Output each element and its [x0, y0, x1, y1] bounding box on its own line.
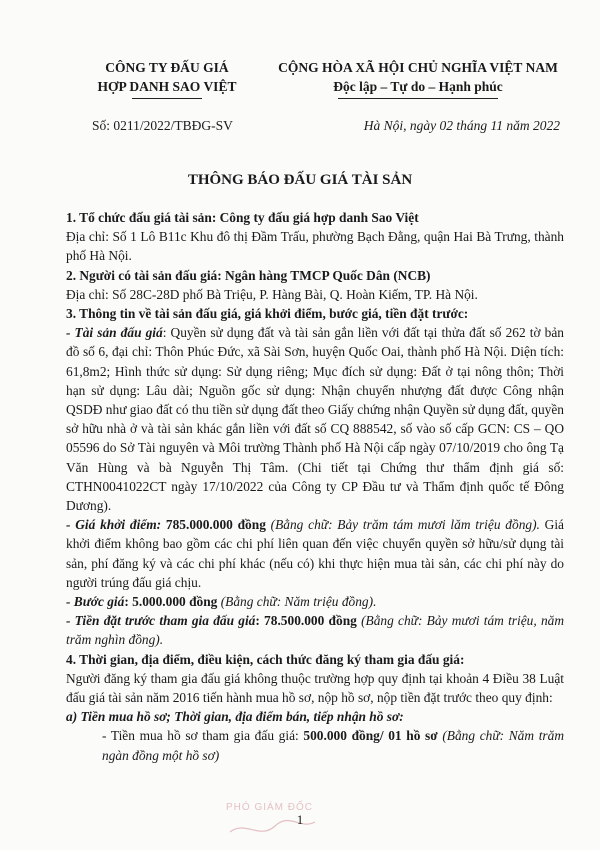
- fee-prefix: - Tiền mua hồ sơ tham gia đấu giá:: [102, 728, 304, 744]
- fee-paragraph: [66, 726, 564, 764]
- section-2-address: Địa chỉ: Số 28C-28D phố Bà Triệu, P. Hàng Bài, Q. Hoàn Kiếm, TP. Hà Nội.: [66, 286, 478, 302]
- asset-text: : Quyền sử dụng đất và tài sản gắn liền với đất tại thửa đất số 262 tờ bản đồ số 6, đại chỉ: Thôn Phúc Đức, xã Sài Sơn, huyện Quốc Oai, thành phố Hà Nội. Diện tích: 61,8m2; Hình thức sử dụng: Sử dụng riêng; Mục đích sử dụng: Đất ở tại nông thôn; Thời hạn sử dụng: Lâu dài; Nguồn gốc sử dụng: Nhận chuyển nhượng đất được Công nhận QSDĐ như giao đất có thu tiền sử dụng đất theo Giấy chứng nhận Quyền sử dụng đất, quyền sở hữu nhà ở và tài sản khác gắn liền với đất số CQ 888542, số vào số cấp GCN: CS – QO 05596 do Sở Tài nguyên và Môi trường Thành phố Hà Nội cấp ngày 07/10/2019 cho ông Tạ Văn Hùng và bà Nguyễn Thị Tâm. (Chi tiết tại Chứng thư thẩm định giá số: CTHN0041022CT ngày 17/10/2022 của Công ty CP Đầu tư và Thẩm định quốc tế Đông Dương).: [66, 325, 564, 514]
- stamp-text: PHÓ GIÁM ĐỐC: [226, 802, 314, 813]
- step-value: : 5.000.000 đồng: [124, 594, 218, 610]
- section-4a-heading: a) Tiền mua hồ sơ; Thời gian, địa điểm bán, tiếp nhận hồ sơ:: [66, 709, 404, 725]
- motto-underline: [338, 98, 498, 99]
- start-price-words: (Bằng chữ: Bảy trăm tám mươi lăm triệu đồng).: [265, 517, 540, 533]
- start-price-note: Giá khởi điểm không bao gồm các chi phí liên quan đến việc chuyển quyền sở hữu/sử dụng tài sản, phí đăng ký và các chi phí khác (nếu có) khi thực hiện mua tài sản, các chi phí này do người trúng đấu giá chịu.: [66, 517, 565, 590]
- section-3-heading: 3. Thông tin về tài sản đấu giá, giá khởi điểm, bước giá, tiền đặt trước:: [66, 306, 469, 322]
- organization-header: [84, 58, 250, 99]
- step-label: - Bước giá: [66, 594, 125, 610]
- deposit-words: (Bằng chữ: Bảy mươi tám triệu, năm trăm nghìn đồng).: [66, 613, 564, 648]
- section-1-heading: 1. Tổ chức đấu giá tài sản: Công ty đấu giá hợp danh Sao Việt: [66, 210, 419, 225]
- deposit-label: - Tiền đặt trước tham gia đấu giá: [66, 613, 256, 629]
- deposit-paragraph: [66, 611, 564, 649]
- step-paragraph: [66, 592, 564, 611]
- start-price-value: 785.000.000 đồng: [161, 517, 266, 533]
- page-number: 1: [296, 812, 304, 827]
- nation-name: CỘNG HÒA XÃ HỘI CHỦ NGHĨA VIỆT NAM: [278, 60, 558, 75]
- document-date: Hà Nội, ngày 02 tháng 11 năm 2022: [363, 118, 560, 133]
- nation-motto: Độc lập – Tự do – Hạnh phúc: [333, 79, 503, 94]
- section-4-intro: Người đăng ký tham gia đấu giá không thuộc trường hợp quy định tại khoản 4 Điều 38 Luật đấu giá tài sản năm 2016 tiến hành mua hồ sơ, nộp hồ sơ, nộp tiền đặt trước theo quy định:: [66, 670, 564, 706]
- org-name-line1: CÔNG TY ĐẤU GIÁ: [105, 60, 229, 75]
- start-price-paragraph: [66, 515, 564, 592]
- org-underline: [132, 98, 202, 99]
- national-header: [268, 58, 568, 99]
- document-body: [66, 208, 564, 765]
- section-4-heading: 4. Thời gian, địa điểm, điều kiện, cách thức đăng ký tham gia đấu giá:: [66, 651, 465, 667]
- asset-label: - Tài sản đấu giá: [66, 325, 163, 341]
- step-words: (Bằng chữ: Năm triệu đồng).: [217, 594, 377, 610]
- section-1-address: Địa chỉ: Số 1 Lô B11c Khu đô thị Đầm Trấu, phường Bạch Đằng, quận Hai Bà Trưng, thành phố Hà Nội.: [66, 229, 564, 264]
- fee-value: 500.000 đồng/ 01 hồ sơ: [303, 728, 438, 744]
- org-name-line2: HỢP DANH SAO VIỆT: [97, 79, 237, 94]
- start-price-label: - Giá khởi điểm:: [66, 517, 162, 533]
- fee-words: (Bằng chữ: Năm trăm ngàn đồng một hồ sơ): [102, 728, 564, 763]
- deposit-value: : 78.500.000 đồng: [255, 613, 357, 629]
- asset-paragraph: [66, 323, 564, 515]
- document-number: Số: 0211/2022/TBĐG-SV: [92, 118, 233, 133]
- section-2-heading: 2. Người có tài sản đấu giá: Ngân hàng TMCP Quốc Dân (NCB): [66, 267, 431, 283]
- document-title: THÔNG BÁO ĐẤU GIÁ TÀI SẢN: [187, 172, 413, 188]
